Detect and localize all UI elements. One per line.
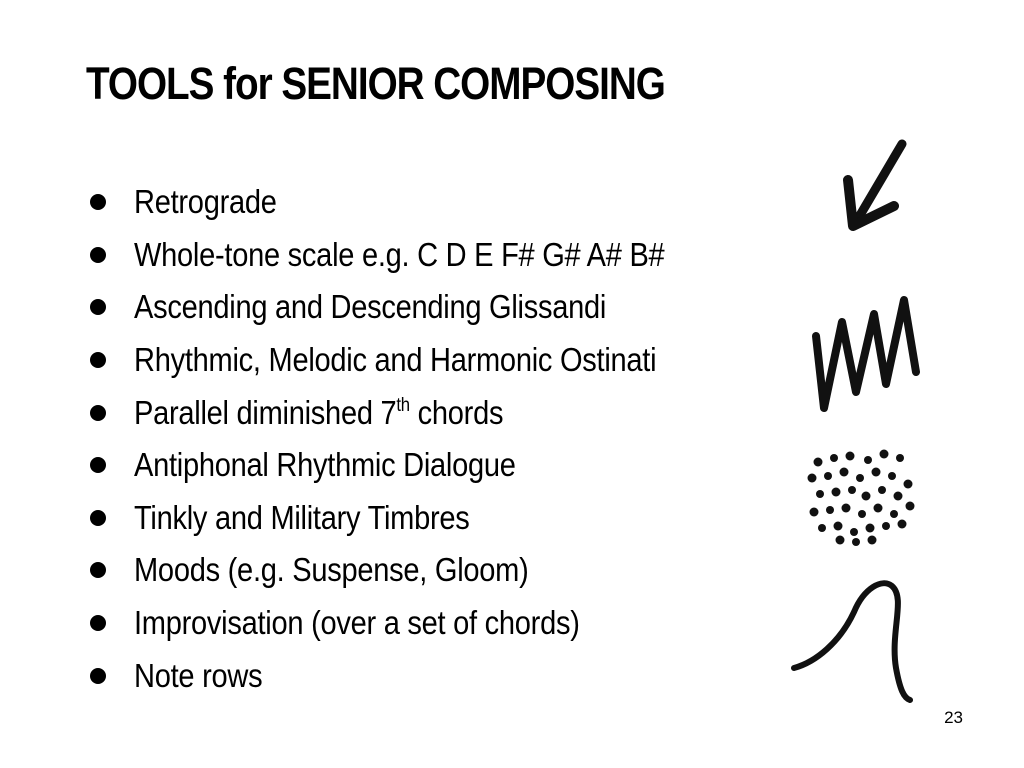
bullet-dot <box>90 615 106 631</box>
dots-icon <box>804 448 920 548</box>
list-item <box>86 492 737 545</box>
bullet-dot <box>90 457 106 473</box>
bullet-list <box>86 176 737 702</box>
bullet-dot <box>90 352 106 368</box>
bullet-dot <box>90 405 106 421</box>
bullet-text: Retrograde <box>134 183 277 221</box>
bullet-dot <box>90 668 106 684</box>
zigzag-icon <box>806 292 926 414</box>
bullet-dot <box>90 299 106 315</box>
bullet-text: Ascending and Descending Glissandi <box>134 288 607 326</box>
bullet-text-after: chords <box>409 393 504 431</box>
list-item <box>86 334 737 387</box>
list-item <box>86 439 737 492</box>
list-item <box>86 176 737 229</box>
arrow-icon <box>836 136 912 236</box>
list-item <box>86 386 737 439</box>
list-item <box>86 597 737 650</box>
list-item <box>86 544 737 597</box>
curve-icon <box>786 572 920 710</box>
bullet-text-main: Parallel diminished 7 <box>134 393 397 431</box>
superscript: th <box>396 394 410 416</box>
bullet-text <box>134 394 503 432</box>
bullet-dot <box>90 562 106 578</box>
bullet-text: Improvisation (over a set of chords) <box>134 604 580 642</box>
bullet-dot <box>90 510 106 526</box>
page-number: 23 <box>944 708 963 727</box>
bullet-text: Whole-tone scale e.g. C D E F# G# A# B# <box>134 235 665 273</box>
bullet-text: Rhythmic, Melodic and Harmonic Ostinati <box>134 341 657 379</box>
bullet-text: Tinkly and Military Timbres <box>134 498 470 536</box>
bullet-text: Moods (e.g. Suspense, Gloom) <box>134 551 529 589</box>
bullet-dot <box>90 247 106 263</box>
bullet-dot <box>90 194 106 210</box>
list-item <box>86 281 737 334</box>
slide-title: TOOLS for SENIOR COMPOSING <box>86 58 665 109</box>
bullet-text: Antiphonal Rhythmic Dialogue <box>134 446 516 484</box>
list-item <box>86 229 737 282</box>
list-item <box>86 649 737 702</box>
bullet-text: Note rows <box>134 656 263 694</box>
